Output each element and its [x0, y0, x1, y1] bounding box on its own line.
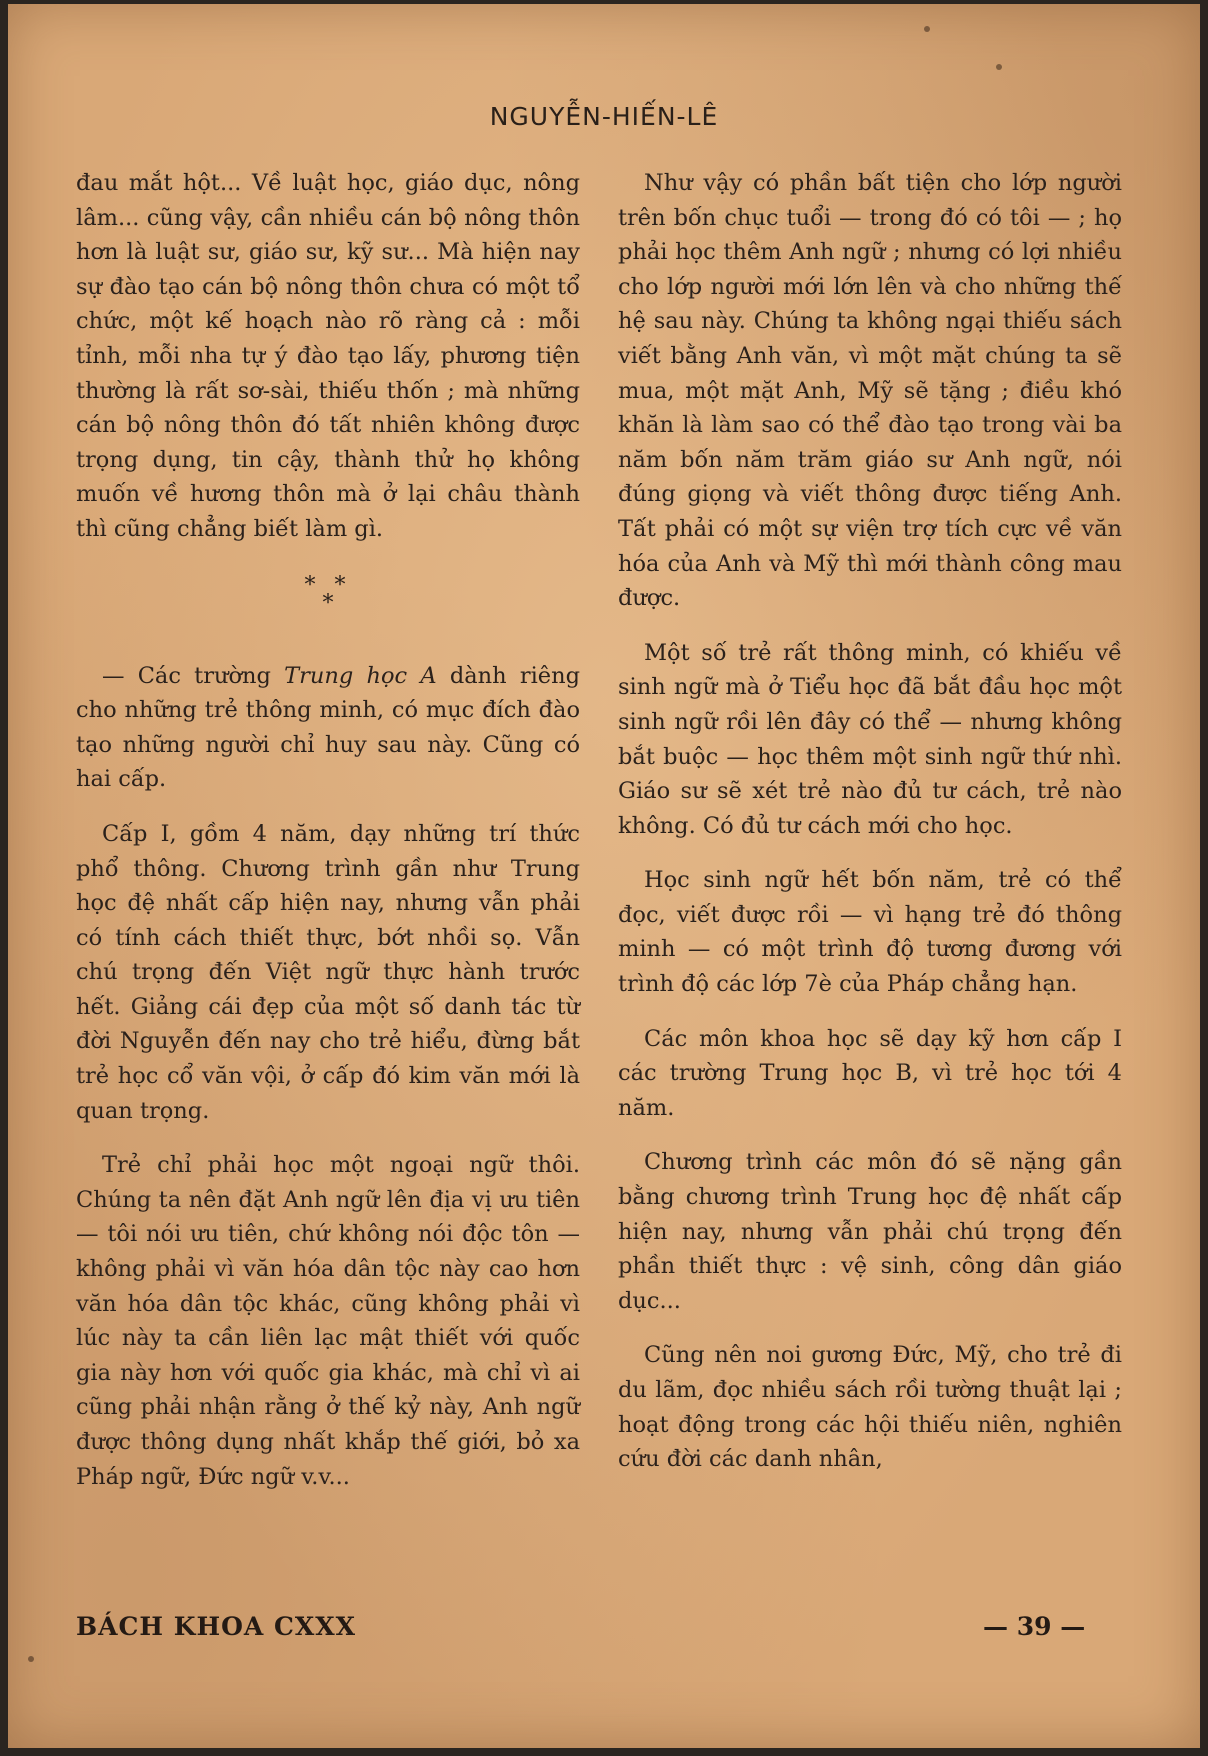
paragraph-lead: — Các trường	[102, 662, 285, 689]
asterism-top: * *	[304, 572, 352, 598]
paragraph: Học sinh ngữ hết bốn năm, trẻ có thể đọc, viết được rồi — vì hạng trẻ đó thông minh — có một trình độ tương đương với trình độ các lớp 7è của Pháp chẳng hạn.	[618, 867, 1122, 998]
publication-title: BÁCH KHOA CXXX	[76, 1612, 357, 1641]
asterism-bottom: *	[322, 590, 334, 616]
ink-spot	[924, 26, 930, 32]
paragraph: Cũng nên noi gương Đức, Mỹ, cho trẻ đi du lãm, đọc nhiều sách rồi tường thuật lại ; hoạt động trong các hội thiếu niên, nghiên cứu đời các danh nhân,	[618, 1342, 1122, 1473]
paragraph: Trẻ chỉ phải học một ngoại ngữ thôi. Chúng ta nên đặt Anh ngữ lên địa vị ưu tiên — tôi nói ưu tiên, chứ không nói độc tôn — không phải vì văn hóa dân tộc này cao hơn văn hóa dân tộc khác, cũng không phải vì lúc này ta cần liên lạc mật thiết với quốc gia này hơn với quốc gia khác, mà chỉ vì ai cũng phải nhận rằng ở thế kỷ này, Anh ngữ được thông dụng nhất khắp thế giới, bỏ xa Pháp ngữ, Đức ngữ v.v...	[76, 1152, 580, 1490]
emphasis-trung-hoc-a: Trung học A	[284, 662, 437, 689]
right-column	[618, 166, 1122, 1497]
running-head: NGUYỄN-HIẾN-LÊ	[489, 102, 719, 131]
paragraph: Chương trình các môn đó sẽ nặng gần bằng chương trình Trung học đệ nhất cấp hiện nay, nhưng vẫn phải chú trọng đến phần thiết thực : vệ sinh, công dân giáo dục...	[618, 1149, 1122, 1314]
page-number: — 39 —	[983, 1612, 1086, 1641]
paragraph: đau mắt hột... Về luật học, giáo dục, nông lâm... cũng vậy, cần nhiều cán bộ nông thôn hơn là luật sư, giáo sư, kỹ sư... Mà hiện nay sự đào tạo cán bộ nông thôn chưa có một tổ chức, một kế hoạch nào rõ ràng cả : mỗi tỉnh, mỗi nha tự ý đào tạo lấy, phương tiện thường là rất sơ-sài, thiếu thốn ; mà những cán bộ nông thôn đó tất nhiên không được trọng dụng, tin cậy, thành thử họ không muốn về hương thôn mà ở lại châu thành thì cũng chẳng biết làm gì.	[76, 170, 580, 542]
book-page	[8, 4, 1200, 1748]
left-column	[76, 166, 580, 1514]
paragraph: Như vậy có phần bất tiện cho lớp người trên bốn chục tuổi — trong đó có tôi — ; họ phải học thêm Anh ngữ ; nhưng có lợi nhiều cho lớp người mới lớn lên và cho những thế hệ sau này. Chúng ta không ngại thiếu sách viết bằng Anh văn, vì một mặt chúng ta sẽ mua, một mặt Anh, Mỹ sẽ tặng ; điều khó khăn là làm sao có thể đào tạo trong vài ba năm bốn năm trăm giáo sư Anh ngữ, nói đúng giọng và viết thông được tiếng Anh. Tất phải có một sự viện trợ tích cực về văn hóa của Anh và Mỹ thì mới thành công mau được.	[618, 170, 1122, 612]
paragraph: Các môn khoa học sẽ dạy kỹ hơn cấp I các trường Trung học B, vì trẻ học tới 4 năm.	[618, 1025, 1122, 1121]
paragraph: Cấp I, gồm 4 năm, dạy những trí thức phổ thông. Chương trình gần như Trung học đệ nhất cấp hiện nay, nhưng vẫn phải có tính cách thiết thực, bớt nhồi sọ. Vẫn chú trọng đến Việt ngữ thực hành trước hết. Giảng cái đẹp của một số danh tác từ đời Nguyễn đến nay cho trẻ hiểu, đừng bắt trẻ học cổ văn vội, ở cấp đó kim văn mới là quan trọng.	[76, 820, 580, 1124]
section-asterism	[76, 572, 580, 616]
ink-spot	[996, 64, 1002, 70]
paragraph: Một số trẻ rất thông minh, có khiếu về sinh ngữ mà ở Tiểu học đã bắt đầu học một sinh ngữ rồi lên đây có thể — nhưng không bắt buộc — học thêm một sinh ngữ thứ nhì. Giáo sư sẽ xét trẻ nào đủ tư cách, trẻ nào không. Có đủ tư cách mới cho học.	[618, 639, 1122, 839]
paragraph	[76, 659, 580, 797]
paragraph-rest: dành riêng cho những trẻ thông minh, có mục đích đào tạo những người chỉ huy sau này. Cũng có hai cấp.	[76, 662, 581, 793]
ink-spot	[28, 1656, 34, 1662]
